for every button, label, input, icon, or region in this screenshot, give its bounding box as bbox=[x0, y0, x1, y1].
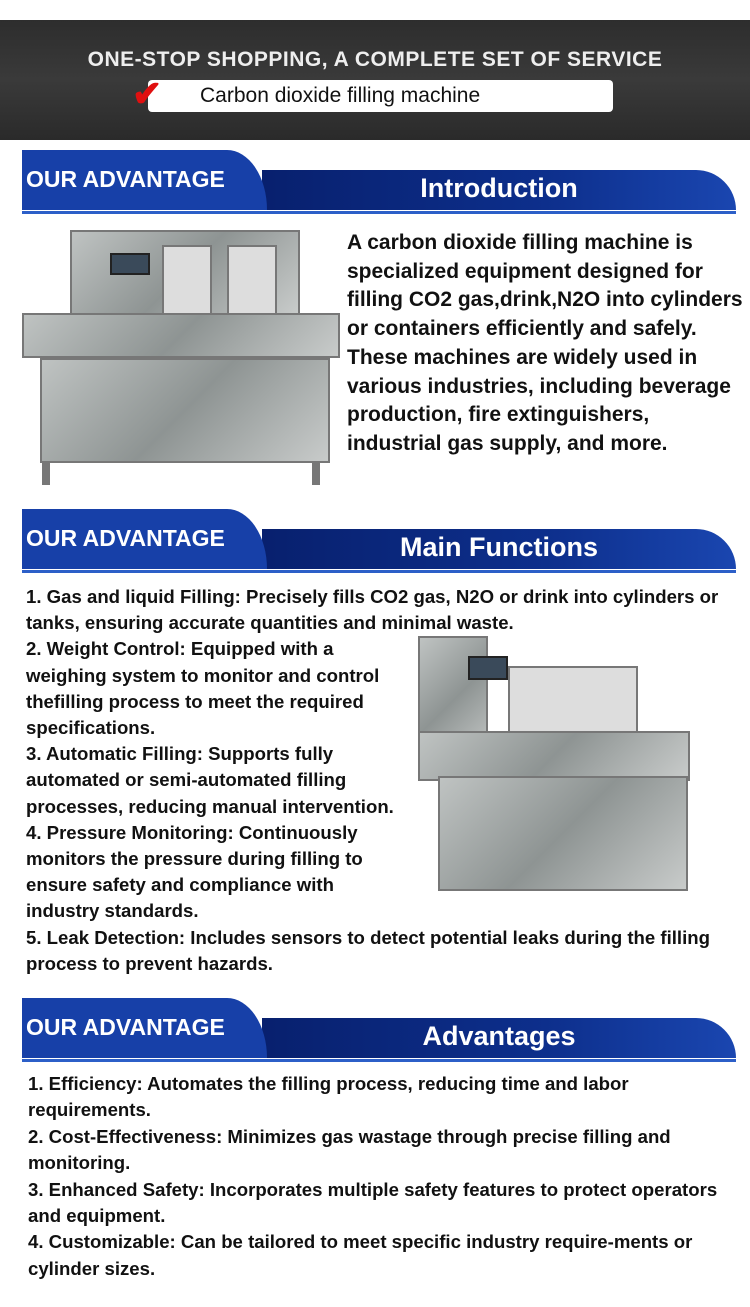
machine-photo bbox=[418, 636, 736, 896]
section-banner-advantages bbox=[22, 998, 736, 1062]
section-banner-main-functions bbox=[22, 509, 736, 573]
list-item: 1. Efficiency: Automates the filling process, reducing time and labor requirements. bbox=[28, 1073, 629, 1121]
section-title: Main Functions bbox=[262, 529, 736, 569]
introduction-text: A carbon dioxide filling machine is specialized equipment designed for filling CO2 gas,drink,N2O into cylinders or containers efficiently and safely. These machines are widely used in various industries, including beverage production, fire extinguishers, industrial gas supply, and more. bbox=[347, 231, 743, 455]
list-item: 4. Customizable: Can be tailored to meet specific industry require-ments or cylinder sizes. bbox=[28, 1231, 693, 1279]
list-item: 4. Pressure Monitoring: Continuously monitors the pressure during filling to ensure safety and compliance with industry standards. bbox=[26, 821, 363, 922]
section-tab: OUR ADVANTAGE bbox=[22, 509, 267, 569]
machine-photo bbox=[22, 225, 340, 490]
divider bbox=[22, 1059, 736, 1062]
advantages-list bbox=[28, 1071, 743, 1282]
list-item: 3. Automatic Filling: Supports fully automated or semi-automated filling processes, reducing manual intervention. bbox=[26, 743, 394, 817]
hero-banner bbox=[0, 20, 750, 140]
section-tab: OUR ADVANTAGE bbox=[22, 998, 267, 1058]
functions-list bbox=[26, 584, 746, 977]
divider bbox=[22, 570, 736, 573]
checkmark-icon: ✔ bbox=[132, 73, 163, 114]
slogan: ONE-STOP SHOPPING, A COMPLETE SET OF SERVICE bbox=[87, 48, 663, 71]
section-tab: OUR ADVANTAGE bbox=[22, 150, 267, 210]
section-title: Advantages bbox=[262, 1018, 736, 1058]
list-item: 2. Weight Control: Equipped with a weighing system to monitor and control thefilling process to meet the required specifications. bbox=[26, 638, 380, 739]
section-banner-introduction bbox=[22, 150, 736, 214]
list-item: 1. Gas and liquid Filling: Precisely fills CO2 gas, N2O or drink into cylinders or tanks, ensuring accurate quantities and minimal waste. bbox=[26, 586, 719, 634]
list-item: 5. Leak Detection: Includes sensors to detect potential leaks during the filling process to prevent hazards. bbox=[26, 926, 710, 974]
section-title: Introduction bbox=[262, 170, 736, 210]
list-item: 3. Enhanced Safety: Incorporates multiple safety features to protect operators and equipment. bbox=[28, 1178, 718, 1227]
product-name: Carbon dioxide filling machine bbox=[148, 80, 613, 112]
divider bbox=[22, 211, 736, 214]
list-item: 2. Cost-Effectiveness: Minimizes gas wastage through precise filling and monitoring. bbox=[28, 1125, 671, 1174]
